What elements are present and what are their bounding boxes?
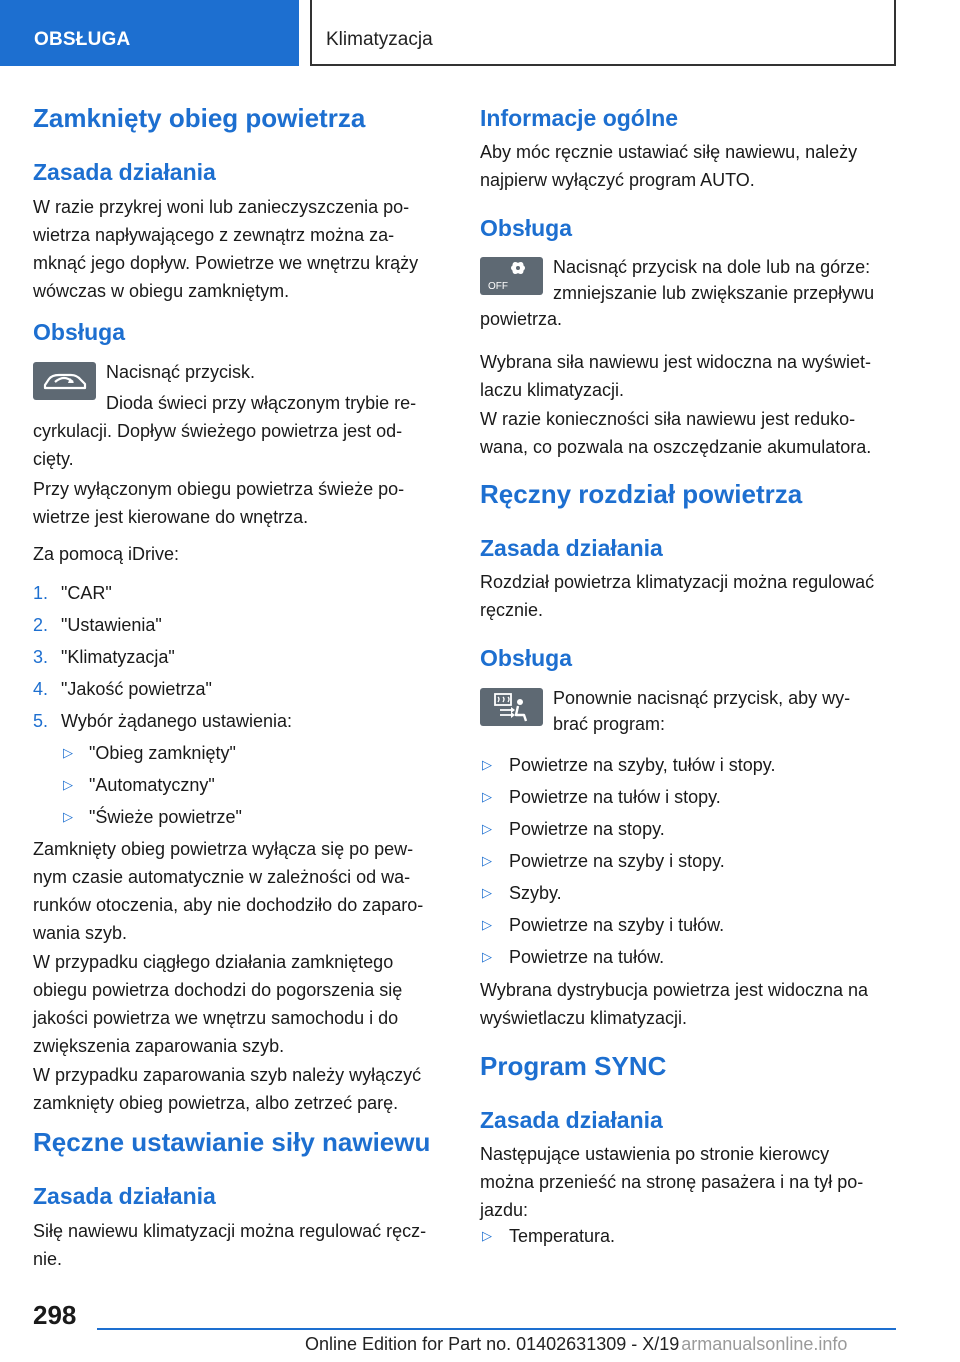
heading-distribution: Ręczny rozdział powietrza — [480, 479, 803, 509]
reduce-text — [480, 405, 900, 461]
step-text: "Ustawienia" — [61, 615, 162, 635]
text-line: Następujące ustawienia po stronie kierowcy — [480, 1144, 830, 1164]
step-text: "CAR" — [61, 583, 112, 603]
option-text: Powietrze na szyby i stopy. — [509, 851, 725, 871]
option-text: "Automatyczny" — [89, 775, 215, 795]
text-line: cyrkulacji. Dopływ świeżego powietrza jest od- — [33, 421, 403, 441]
heading-fan-speed: Ręczne ustawianie siły nawiewu — [33, 1127, 431, 1157]
edition-note — [305, 1334, 847, 1355]
text-line: zamknięty obieg powietrza, albo zetrzeć parę. — [33, 1093, 399, 1113]
option-text: Powietrze na stopy. — [509, 819, 665, 839]
principle-text — [33, 193, 453, 305]
page-number: 298 — [33, 1300, 77, 1330]
step-number: 5. — [33, 711, 49, 731]
fogging-text — [33, 1061, 453, 1117]
fan-speed-icon — [480, 257, 543, 295]
text-line: Przy wyłączonym obiegu powietrza świeże po- — [33, 479, 405, 499]
distribution-button-icon — [480, 688, 543, 726]
text-line: W przypadku zaparowania szyb należy wyłączyć — [33, 1065, 422, 1085]
text-line: Siłę nawiewu klimatyzacji można regulować ręcz- — [33, 1221, 427, 1241]
triangle-bullet-icon: ▷ — [63, 777, 73, 792]
text-line: ręcznie. — [480, 600, 544, 620]
text-line: Zamknięty obieg powietrza wyłącza się po pew- — [33, 839, 414, 859]
sync-text — [480, 1140, 900, 1224]
text-line: Wybrana siła nawiewu jest widoczna na wyświet- — [480, 352, 871, 372]
led-note: Dioda świeci przy włączonym trybie re- — [106, 393, 417, 413]
operation-step: Nacisnąć przycisk. — [106, 362, 256, 382]
text-line: można przenieść na stronę pasażera i na tył po- — [480, 1172, 864, 1192]
footer-divider — [97, 1328, 896, 1330]
section-tab — [0, 0, 299, 66]
fan-button-icon — [480, 257, 543, 295]
text-line: najpierw wyłączyć program AUTO. — [480, 170, 755, 190]
option-text: "Świeże powietrze" — [89, 807, 242, 827]
subheading-principle-r2: Zasada działania — [480, 1107, 663, 1133]
text-line: wietrze jest kierowane do wnętrza. — [33, 507, 309, 527]
text-line: runków otoczenia, aby nie dochodziło do zaparo- — [33, 895, 424, 915]
subheading-operation-r2: Obsługa — [480, 645, 573, 671]
option-text: Powietrze na szyby i tułów. — [509, 915, 725, 935]
fan-operation: Nacisnąć przycisk na dole lub na górze: — [553, 257, 871, 277]
triangle-bullet-icon: ▷ — [63, 745, 73, 760]
distribution-principle — [480, 568, 900, 624]
display-text — [480, 348, 900, 404]
triangle-bullet-icon: ▷ — [482, 885, 492, 900]
subheading-operation-r: Obsługa — [480, 215, 573, 241]
triangle-bullet-icon: ▷ — [482, 757, 492, 772]
option-text: Szyby. — [509, 883, 562, 903]
option-text: "Obieg zamknięty" — [89, 743, 236, 763]
subheading-principle-2: Zasada działania — [33, 1183, 216, 1209]
option-text: Powietrze na tułów. — [509, 947, 665, 967]
fan-operation-2: zmniejszanie lub zwiększanie przepływu — [553, 283, 875, 303]
text-line: Wybrana dystrybucja powietrza jest widoczna na — [480, 980, 869, 1000]
text-line: laczu klimatyzacji. — [480, 380, 625, 400]
subheading-principle: Zasada działania — [33, 159, 216, 185]
page-header — [310, 0, 896, 66]
general-text — [480, 138, 900, 194]
section-label: OBSŁUGA — [34, 29, 131, 50]
recirculation-button-icon — [33, 362, 96, 400]
triangle-bullet-icon: ▷ — [482, 949, 492, 964]
text-line: jazdu: — [480, 1200, 529, 1220]
text-line: mknąć jego dopływ. Powietrze we wnętrzu krąży — [33, 253, 419, 273]
option-text: Powietrze na szyby, tułów i stopy. — [509, 755, 776, 775]
step-text: "Klimatyzacja" — [61, 647, 175, 667]
step-text: "Jakość powietrza" — [61, 679, 212, 699]
distribution-note — [480, 976, 900, 1032]
heading-sync: Program SYNC — [480, 1051, 667, 1081]
heading-recirculation: Zamknięty obieg powietrza — [33, 103, 366, 133]
text-line: jakości powietrza we wnętrzu samochodu i do — [33, 1008, 399, 1028]
text-line: obiegu powietrza dochodzi do pogorszenia się — [33, 980, 403, 1000]
option-text: Powietrze na tułów i stopy. — [509, 787, 721, 807]
step-text: Wybór żądanego ustawienia: — [61, 711, 292, 731]
triangle-bullet-icon: ▷ — [482, 917, 492, 932]
text-line: wana, co pozwala na oszczędzanie akumulatora. — [480, 437, 872, 457]
step-number: 4. — [33, 679, 49, 699]
led-note-cont — [33, 417, 453, 473]
triangle-bullet-icon: ▷ — [482, 821, 492, 836]
text-line: zwiększenia zaparowania szyb. — [33, 1036, 285, 1056]
fan-operation-3: powietrza. — [480, 309, 563, 329]
fresh-air-text — [33, 475, 453, 531]
text-line: W razie konieczności siła nawiewu jest reduko- — [480, 409, 856, 429]
text-line: Rozdział powietrza klimatyzacji można regulować — [480, 572, 875, 592]
triangle-bullet-icon: ▷ — [482, 1228, 492, 1243]
triangle-bullet-icon: ▷ — [482, 853, 492, 868]
triangle-bullet-icon: ▷ — [63, 809, 73, 824]
subheading-operation: Obsługa — [33, 319, 126, 345]
fan-off-label: OFF — [488, 281, 508, 292]
option-text: Temperatura. — [509, 1226, 616, 1246]
air-distribution-icon — [480, 688, 543, 726]
step-number: 1. — [33, 583, 49, 603]
auto-off-text — [33, 835, 453, 947]
fan-principle-text — [33, 1217, 453, 1273]
recirculation-icon — [33, 362, 96, 400]
text-line: wyświetlaczu klimatyzacji. — [480, 1008, 688, 1028]
triangle-bullet-icon: ▷ — [482, 789, 492, 804]
text-line: wietrza napływającego z zewnątrz można za- — [33, 225, 395, 245]
subheading-principle-r: Zasada działania — [480, 535, 663, 561]
text-line: wania szyb. — [33, 923, 128, 943]
idrive-intro: Za pomocą iDrive: — [33, 544, 180, 564]
text-line: nie. — [33, 1249, 63, 1269]
distribution-operation: Ponownie nacisnąć przycisk, aby wy- — [553, 688, 851, 708]
step-number: 3. — [33, 647, 49, 667]
watermark-text: armanualsonline.info — [681, 1334, 848, 1354]
continuous-text — [33, 948, 453, 1060]
text-line: nym czasie automatycznie w zależności od wa- — [33, 867, 411, 887]
edition-text: Online Edition for Part no. 01402631309 - X/19 — [305, 1334, 680, 1354]
distribution-operation-2: brać program: — [553, 714, 666, 734]
text-line: W przypadku ciągłego działania zamkniętego — [33, 952, 394, 972]
chapter-title: Klimatyzacja — [326, 29, 433, 50]
subheading-general: Informacje ogólne — [480, 105, 679, 131]
text-line: wówczas w obiegu zamkniętym. — [33, 281, 290, 301]
step-number: 2. — [33, 615, 49, 635]
text-line: Aby móc ręcznie ustawiać siłę nawiewu, należy — [480, 142, 858, 162]
text-line: W razie przykrej woni lub zanieczyszczenia po- — [33, 197, 410, 217]
text-line: cięty. — [33, 449, 74, 469]
